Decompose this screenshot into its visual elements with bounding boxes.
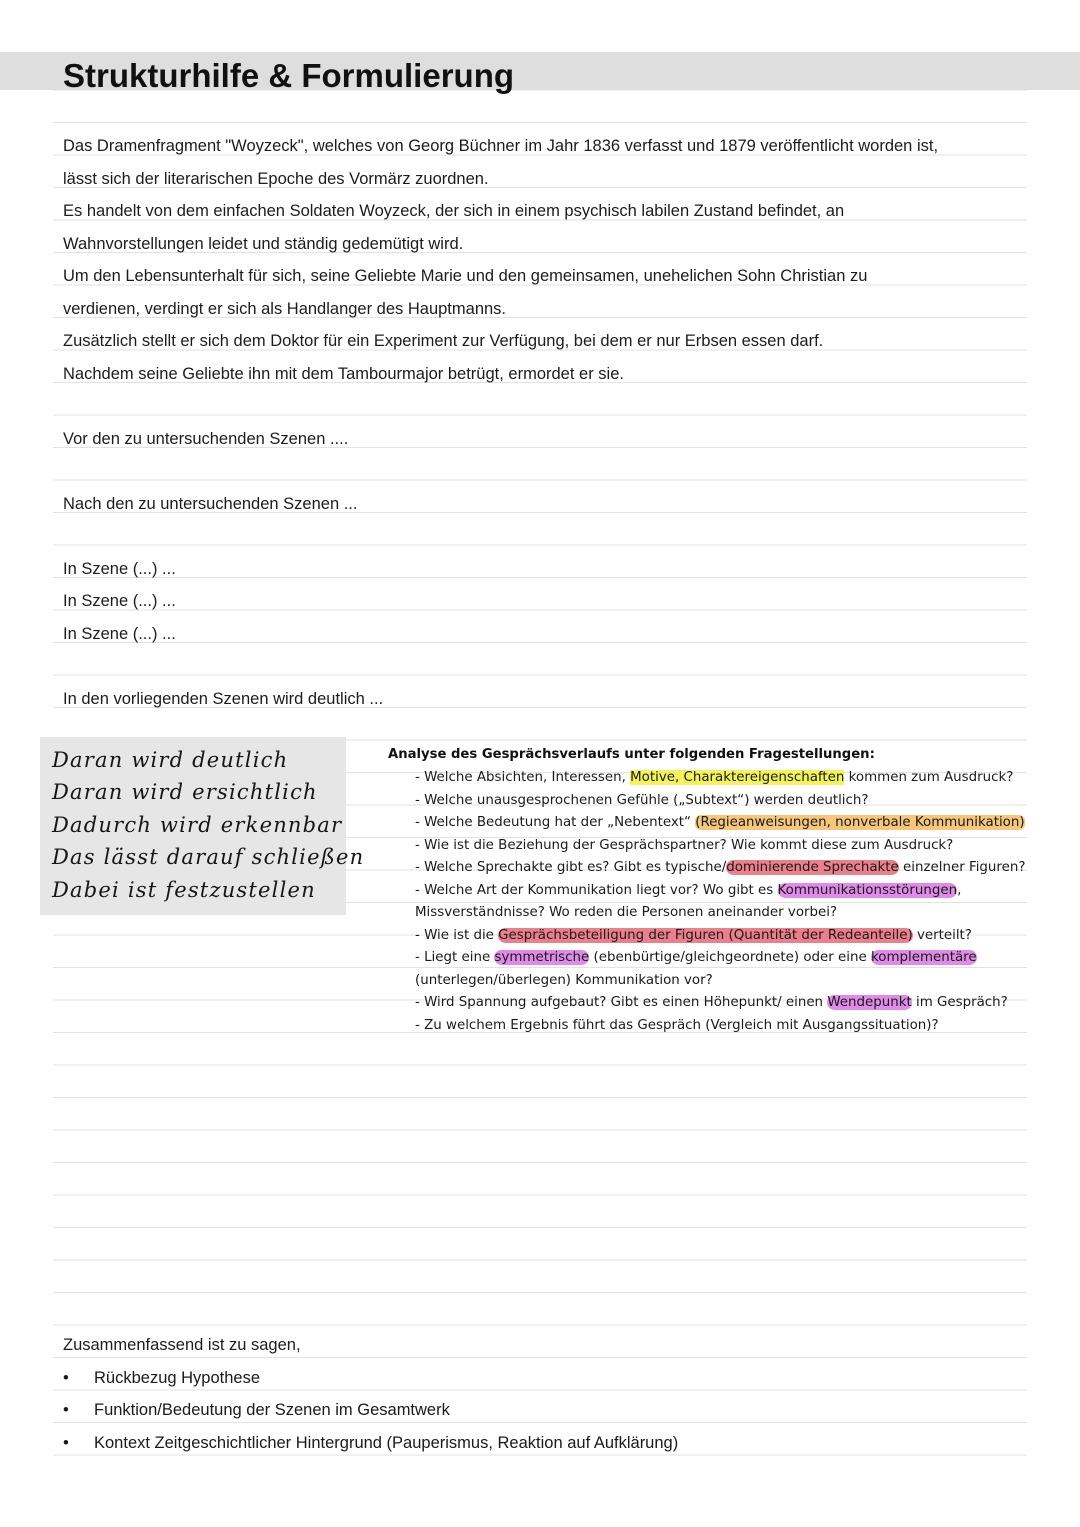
question-item [415, 880, 1028, 903]
bullet-icon: • [63, 1401, 69, 1419]
question-item: - Welche unausgesprochenen Gefühle („Subtext“) werden deutlich? [415, 792, 869, 808]
blank-line [63, 455, 1023, 488]
question-item [415, 925, 1028, 948]
question-item [415, 767, 1028, 790]
question-item [415, 947, 1028, 970]
question-item: - Zu welchem Ergebnis führt das Gespräch (Vergleich mit Ausgangssituation)? [415, 1017, 939, 1033]
question-text: im Gespräch? [911, 995, 1008, 1010]
prompt-nach-szenen: Nach den zu untersuchenden Szenen ... [63, 494, 358, 513]
phrase-item: Daran wird ersichtlich [52, 780, 318, 805]
intro-line: Es handelt von dem einfachen Soldaten Woyzeck, der sich in einem psychisch labilen Zustand befindet, an [63, 202, 845, 220]
intro-line: lässt sich der literarischen Epoche des Vormärz zuordnen. [63, 169, 489, 188]
prompt-szene: In Szene (...) ... [63, 559, 176, 578]
page-title: Strukturhilfe & Formulierung [63, 57, 515, 94]
question-item: - Wie ist die Beziehung der Gesprächspartner? Wie kommt diese zum Ausdruck? [415, 837, 954, 853]
phrase-item: Daran wird deutlich [52, 748, 289, 772]
intro-line: Das Dramenfragment "Woyzeck", welches von Georg Büchner im Jahr 1836 verfasst und 1879 veröffentlicht worden ist, [63, 137, 939, 155]
question-text: verteilt? [912, 927, 972, 943]
phrase-list [52, 744, 364, 906]
phrase-item: Das lässt darauf schließen [52, 845, 365, 870]
analysis-questions [388, 744, 1028, 1037]
intro-line: Zusätzlich stellt er sich dem Doktor für ein Experiment zur Verfügung, bei dem er nur Erbsen essen darf. [63, 332, 824, 350]
question-continuation: Missverständnisse? Wo reden die Personen aneinander vorbei? [415, 905, 838, 920]
prompt-szene: In Szene (...) ... [63, 624, 176, 643]
bullet-icon: • [63, 1368, 69, 1387]
highlight-pink: symmetrische [494, 950, 590, 965]
highlight-pink: Wendepunkt [827, 995, 912, 1010]
question-text: - Welche Sprechakte gibt es? Gibt es typische/ [415, 860, 727, 875]
summary-item [63, 1362, 1023, 1395]
prompt-deutlich: In den vorliegenden Szenen wird deutlich ... [63, 689, 384, 708]
summary-item [63, 1427, 1023, 1460]
blank-line [63, 390, 1023, 423]
highlight-red: dominierende Sprechakte [726, 860, 899, 875]
summary-section [63, 1329, 1023, 1459]
phrase-item: Dadurch wird erkennbar [52, 812, 343, 837]
intro-section [63, 130, 1023, 715]
blank-line [63, 650, 1023, 683]
question-text: - Wie ist die [415, 927, 499, 943]
intro-line: Wahnvorstellungen leidet und ständig gedemütigt wird. [63, 234, 464, 253]
analysis-title: Analyse des Gesprächsverlaufs unter folgenden Fragestellungen: [388, 747, 875, 762]
question-text: einzelner Figuren? [898, 860, 1026, 875]
highlight-yellow: Motive, Charaktereigenschaften [630, 770, 845, 785]
summary-lead: Zusammenfassend ist zu sagen, [63, 1336, 301, 1354]
question-text: kommen zum Ausdruck? [844, 770, 1014, 785]
question-text: , [957, 882, 962, 898]
bullet-icon: • [63, 1433, 69, 1452]
highlight-red: Gesprächsbeteiligung der Figuren (Quantität der Redeanteile) [498, 927, 913, 943]
highlight-pink: komplementäre [870, 950, 977, 965]
prompt-vor-szenen: Vor den zu untersuchenden Szenen .... [63, 429, 349, 448]
highlight-pink: Kommunikationsstörungen [777, 882, 958, 898]
question-text: - Welche Bedeutung hat der „Nebentext“ [415, 815, 696, 830]
summary-item-text: Rückbezug Hypothese [94, 1368, 261, 1387]
question-text: - Wird Spannung aufgebaut? Gibt es einen Höhepunkt/ einen [415, 995, 828, 1010]
question-continuation: (unterlegen/überlegen) Kommunikation vor? [415, 972, 713, 988]
question-item [415, 992, 1028, 1015]
question-text: - Welche Absichten, Interessen, [415, 770, 631, 785]
blank-line [63, 520, 1023, 553]
summary-item-text: Kontext Zeitgeschichtlicher Hintergrund (Pauperismus, Reaktion auf Aufklärung) [94, 1433, 679, 1452]
highlight-orange: (Regieanweisungen, nonverbale Kommunikation) [695, 815, 1025, 830]
question-item [415, 857, 1028, 880]
intro-line: Nachdem seine Geliebte ihn mit dem Tambourmajor betrügt, ermordet er sie. [63, 364, 624, 383]
intro-line: verdienen, verdingt er sich als Handlanger des Hauptmanns. [63, 299, 507, 318]
question-text: - Liegt eine [415, 950, 495, 965]
summary-item-text: Funktion/Bedeutung der Szenen im Gesamtwerk [94, 1401, 450, 1419]
phrase-item: Dabei ist festzustellen [52, 877, 316, 902]
summary-item [63, 1394, 1023, 1427]
intro-line: Um den Lebensunterhalt für sich, seine Geliebte Marie und den gemeinsamen, unehelichen Sohn Christian zu [63, 267, 868, 285]
question-text: - Welche Art der Kommunikation liegt vor? Wo gibt es [415, 882, 778, 898]
question-text: (ebenbürtige/gleichgeordnete) oder eine [589, 950, 871, 965]
question-item [415, 812, 1028, 835]
prompt-szene: In Szene (...) ... [63, 592, 176, 610]
